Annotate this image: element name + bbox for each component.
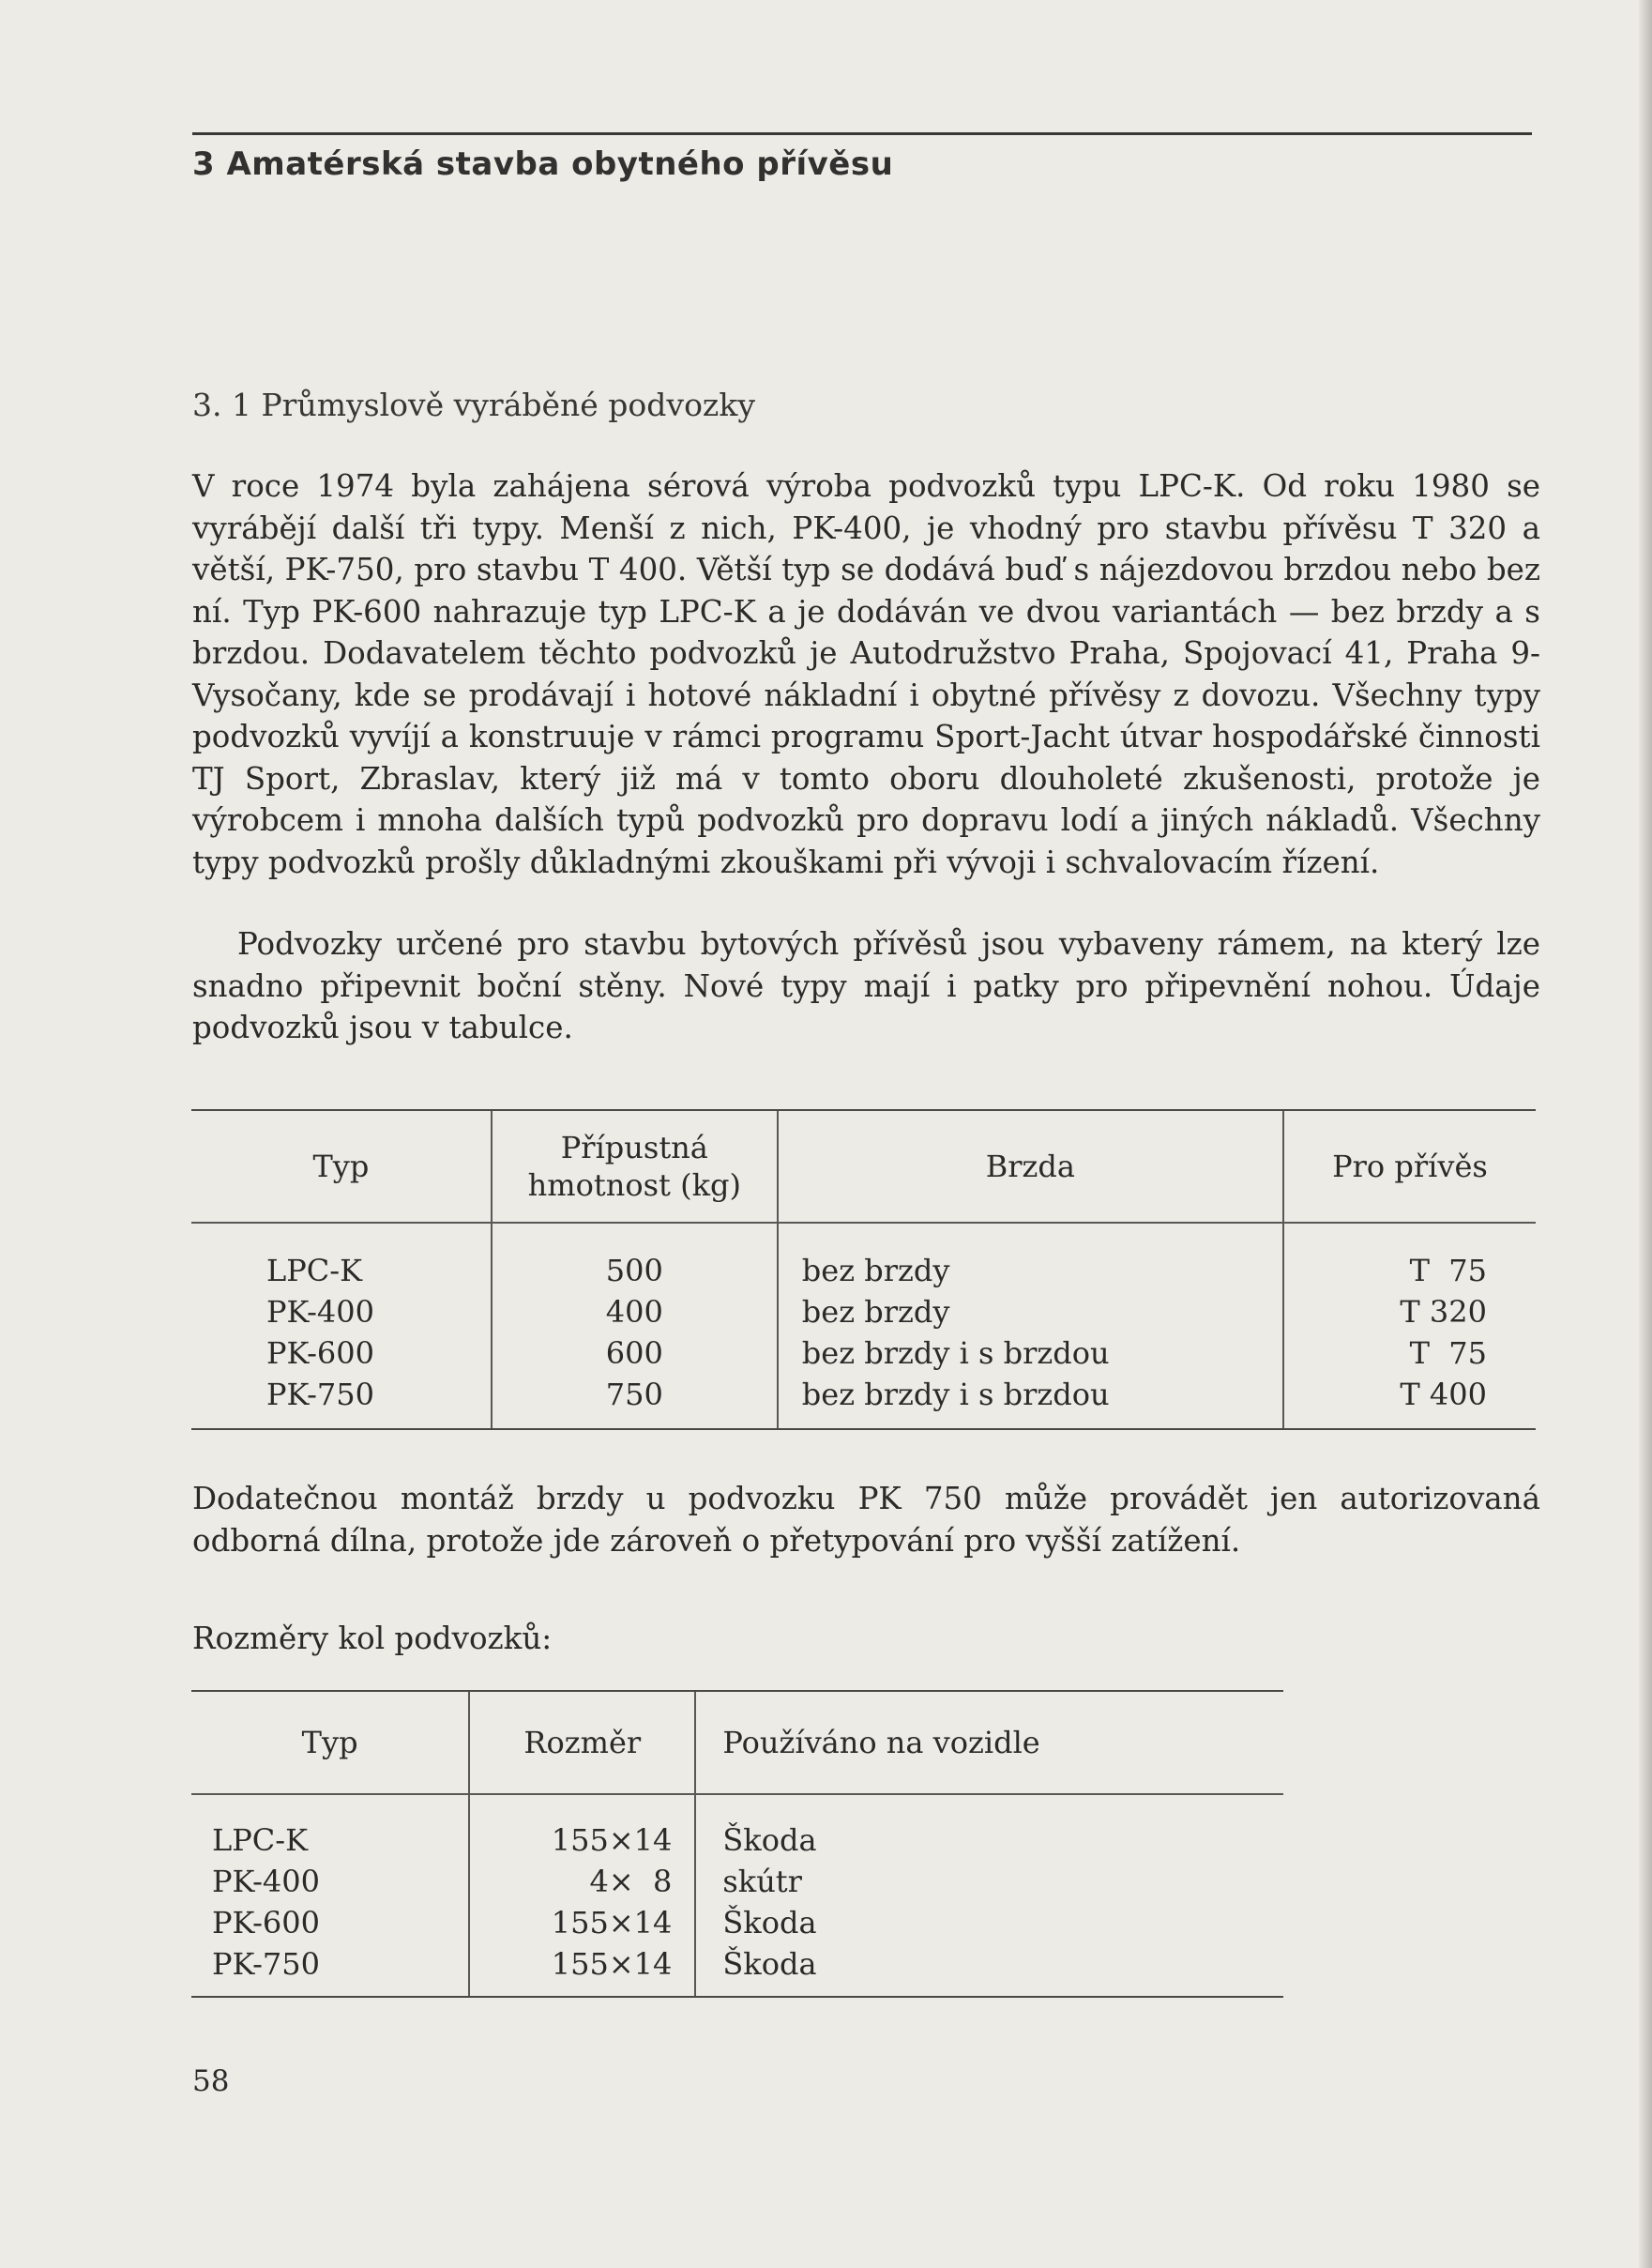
table-row bbox=[191, 1861, 1283, 1902]
table-row bbox=[191, 1223, 1536, 1291]
cell-size: 155×14 bbox=[469, 1902, 695, 1943]
cell-brake: bez brzdy bbox=[778, 1223, 1283, 1291]
table-row bbox=[191, 1291, 1536, 1332]
cell-brake: bez brzdy i s brzdou bbox=[778, 1332, 1283, 1374]
header-rule bbox=[192, 132, 1532, 135]
header-vehicle: Používáno na vozidle bbox=[695, 1691, 1283, 1794]
header-trailer: Pro přívěs bbox=[1283, 1110, 1536, 1223]
cell-type: PK-600 bbox=[212, 1905, 320, 1941]
header-mass-line2: hmotnost (kg) bbox=[527, 1167, 741, 1203]
cell-vehicle: Škoda bbox=[695, 1902, 1283, 1943]
table-row bbox=[191, 1332, 1536, 1374]
cell-type: PK-750 bbox=[191, 1943, 469, 1997]
cell-trailer: T 75 bbox=[1283, 1332, 1536, 1374]
wheel-table-caption: Rozměry kol podvozků: bbox=[192, 1621, 553, 1656]
cell-mass: 750 bbox=[492, 1374, 778, 1429]
header-type: Typ bbox=[191, 1691, 469, 1794]
cell-size: 155×14 bbox=[469, 1794, 695, 1861]
chassis-table bbox=[191, 1109, 1536, 1430]
section-heading: 3. 1 Průmyslově vyráběné podvozky bbox=[192, 387, 755, 423]
cell-mass: 500 bbox=[492, 1223, 778, 1291]
cell-type: LPC-K bbox=[212, 1822, 308, 1858]
header-mass bbox=[492, 1110, 778, 1223]
header-brake: Brzda bbox=[778, 1110, 1283, 1223]
wheel-table-header bbox=[191, 1691, 1283, 1794]
wheel-size-table bbox=[191, 1690, 1283, 1998]
paragraph-frames: Podvozky určené pro stavbu bytových přívěsů jsou vybaveny rámem, na který lze snadno připevnit boční stěny. Nové typy mají i patky pro připevnění nohou. Údaje podvozků jsou v tabulce. bbox=[192, 926, 1540, 1045]
header-size: Rozměr bbox=[469, 1691, 695, 1794]
cell-type: PK-600 bbox=[266, 1335, 374, 1371]
table-row bbox=[191, 1794, 1283, 1861]
table-row bbox=[191, 1374, 1536, 1429]
cell-vehicle: Škoda bbox=[695, 1794, 1283, 1861]
header-mass-line1: Přípustná bbox=[560, 1130, 708, 1165]
cell-mass: 600 bbox=[492, 1332, 778, 1374]
cell-brake: bez brzdy bbox=[778, 1291, 1283, 1332]
cell-trailer: T 400 bbox=[1283, 1374, 1536, 1429]
cell-size: 4× 8 bbox=[469, 1861, 695, 1902]
cell-mass: 400 bbox=[492, 1291, 778, 1332]
page-edge-shadow bbox=[1639, 0, 1652, 2268]
paragraph-brake-note: Dodatečnou montáž brzdy u podvozku PK 750 může provádět jen autorizovaná odborná dílna, protože jde zároveň o přetypování pro vyšší zatížení. bbox=[192, 1481, 1540, 1559]
cell-vehicle: skútr bbox=[695, 1861, 1283, 1902]
cell-size: 155×14 bbox=[469, 1943, 695, 1997]
cell-type: PK-400 bbox=[266, 1294, 374, 1330]
header-type: Typ bbox=[191, 1110, 492, 1223]
cell-trailer: T 75 bbox=[1283, 1223, 1536, 1291]
cell-type: PK-750 bbox=[191, 1374, 492, 1429]
table-row bbox=[191, 1943, 1283, 1997]
paragraph-intro: V roce 1974 byla zahájena sérová výroba podvozků typu LPC-K. Od roku 1980 se vyrábějí další tři typy. Menší z nich, PK-400, je vhodný pro stavbu přívěsu T 320 a větší, PK-750, pro stavbu T 400. Větší typ se dodává buď s nájezdovou brzdou nebo bez ní. Typ PK-600 nahrazuje typ LPC-K a je dodáván ve dvou variantách — bez brzdy a s brzdou. Dodavatelem těchto podvozků je Autodružstvo Praha, Spojovací 41, Praha 9-Vysočany, kde se prodávají i hotové nákladní i obytné přívěsy z dovozu. Všechny typy podvozků vyvíjí a konstruuje v rámci programu Sport-Jacht útvar hospodářské činnosti TJ Sport, Zbraslav, který již má v tomto oboru dlouholeté zkušenosti, protože je výrobcem i mnoha dalších typů podvozků pro dopravu lodí a jiných nákladů. Všechny typy podvozků prošly důkladnými zkouškami při vývoji i schvalovacím řízení. bbox=[192, 468, 1540, 880]
chapter-title: 3 Amatérská stavba obytného přívěsu bbox=[192, 145, 894, 183]
cell-vehicle: Škoda bbox=[695, 1943, 1283, 1997]
cell-type: LPC-K bbox=[266, 1253, 362, 1288]
table-row bbox=[191, 1902, 1283, 1943]
cell-trailer: T 320 bbox=[1283, 1291, 1536, 1332]
cell-brake: bez brzdy i s brzdou bbox=[778, 1374, 1283, 1429]
cell-type: PK-400 bbox=[212, 1864, 320, 1899]
chassis-table-header bbox=[191, 1110, 1536, 1223]
page-number: 58 bbox=[192, 2064, 230, 2098]
